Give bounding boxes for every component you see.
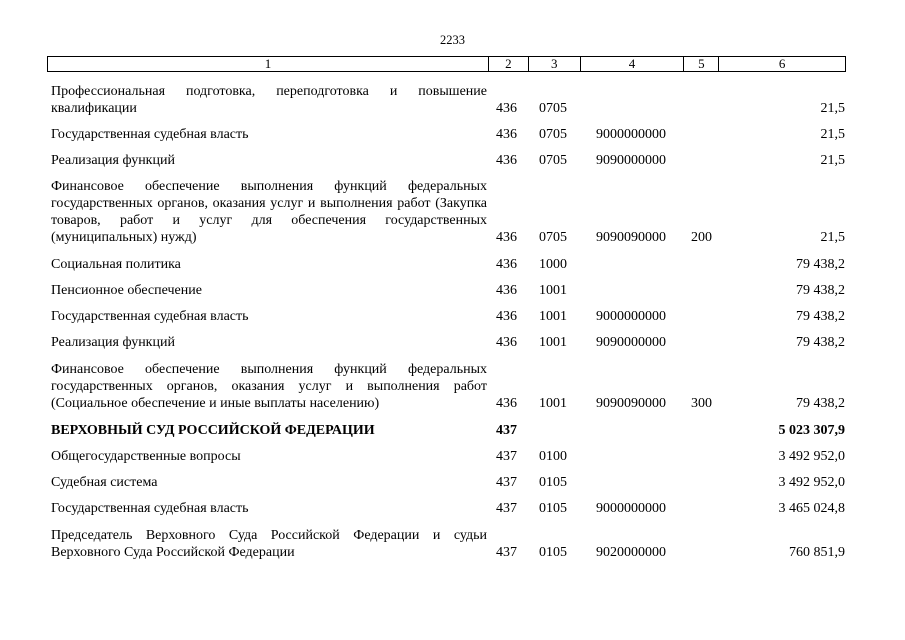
table-header xyxy=(47,56,846,72)
row-col-6: 21,5 xyxy=(820,101,845,116)
table-row xyxy=(0,334,905,351)
row-col-4: 9090000000 xyxy=(596,335,666,350)
row-col-6: 3 465 024,8 xyxy=(778,501,845,516)
table-row xyxy=(0,474,905,491)
row-col-6: 21,5 xyxy=(820,153,845,168)
row-col-2: 437 xyxy=(496,449,517,464)
row-name: Государственная судебная власть xyxy=(51,501,249,516)
table-row xyxy=(0,256,905,273)
row-col-6: 21,5 xyxy=(820,127,845,142)
row-col-3: 0100 xyxy=(539,449,567,464)
header-col-6: 6 xyxy=(778,56,786,71)
row-col-4: 9020000000 xyxy=(596,545,666,560)
row-col-3: 1001 xyxy=(539,396,567,411)
table-row xyxy=(0,178,905,246)
row-col-5: 300 xyxy=(691,396,712,411)
row-col-3: 0105 xyxy=(539,501,567,516)
table-row xyxy=(0,527,905,561)
row-col-2: 436 xyxy=(496,101,517,116)
row-col-2: 437 xyxy=(496,501,517,516)
row-col-3: 1000 xyxy=(539,257,567,272)
row-name: Финансовое обеспечение выполнения функций федеральных государственных органов, оказания услуг и выполнения работ (Социальное обеспечение и иные выплаты населению) xyxy=(51,362,487,411)
row-col-2: 436 xyxy=(496,127,517,142)
row-col-6: 79 438,2 xyxy=(796,309,845,324)
table-row xyxy=(0,152,905,169)
header-col-1: 1 xyxy=(48,57,489,71)
table-row xyxy=(0,83,905,117)
header-col-5: 5 xyxy=(684,57,719,71)
table-row-section xyxy=(0,422,905,439)
row-col-3: 0705 xyxy=(539,101,567,116)
row-col-4: 9090000000 xyxy=(596,153,666,168)
row-col-4: 9090090000 xyxy=(596,396,666,411)
row-col-2: 436 xyxy=(496,283,517,298)
row-name: Реализация функций xyxy=(51,335,175,350)
row-col-3: 0705 xyxy=(539,230,567,245)
row-col-6: 79 438,2 xyxy=(796,396,845,411)
row-name: Общегосударственные вопросы xyxy=(51,449,241,464)
row-col-6: 21,5 xyxy=(820,230,845,245)
row-col-2: 436 xyxy=(496,230,517,245)
row-name: Финансовое обеспечение выполнения функций федеральных государственных органов, оказания услуг и выполнения работ (Закупка товаров, работ и услуг для обеспечения государственных (муниципальных) нужд) xyxy=(51,179,487,245)
row-col-4: 9000000000 xyxy=(596,501,666,516)
row-col-3: 0705 xyxy=(539,127,567,142)
row-col-6: 5 023 307,9 xyxy=(778,423,845,438)
row-col-4: 9000000000 xyxy=(596,127,666,142)
row-col-3: 0705 xyxy=(539,153,567,168)
row-name: ВЕРХОВНЫЙ СУД РОССИЙСКОЙ ФЕДЕРАЦИИ xyxy=(51,423,375,438)
header-col-4: 4 xyxy=(581,57,685,71)
row-col-2: 437 xyxy=(496,475,517,490)
header-col-2: 2 xyxy=(489,57,529,71)
row-col-4: 9000000000 xyxy=(596,309,666,324)
row-name: Государственная судебная власть xyxy=(51,309,249,324)
row-name: Судебная система xyxy=(51,475,158,490)
row-col-3: 1001 xyxy=(539,335,567,350)
row-col-6: 79 438,2 xyxy=(796,283,845,298)
row-name: Реализация функций xyxy=(51,153,175,168)
row-name: Председатель Верховного Суда Российской Федерации и судьи Верховного Суда Российской Федерации xyxy=(51,528,487,560)
row-col-2: 437 xyxy=(496,545,517,560)
row-col-4: 9090090000 xyxy=(596,230,666,245)
row-col-2: 436 xyxy=(496,309,517,324)
row-col-2: 436 xyxy=(496,257,517,272)
row-col-3: 0105 xyxy=(539,545,567,560)
row-col-3: 1001 xyxy=(539,283,567,298)
row-name: Социальная политика xyxy=(51,257,181,272)
row-col-3: 1001 xyxy=(539,309,567,324)
row-name: Пенсионное обеспечение xyxy=(51,283,202,298)
table-row xyxy=(0,361,905,412)
page-number: 2233 xyxy=(440,33,465,47)
table-row xyxy=(0,126,905,143)
header-col-3: 3 xyxy=(529,57,581,71)
table-row xyxy=(0,308,905,325)
row-col-6: 760 851,9 xyxy=(789,545,845,560)
table-row xyxy=(0,282,905,299)
row-col-2: 436 xyxy=(496,335,517,350)
row-col-6: 79 438,2 xyxy=(796,335,845,350)
row-col-6: 79 438,2 xyxy=(796,257,845,272)
row-name: Государственная судебная власть xyxy=(51,127,249,142)
row-name: Профессиональная подготовка, переподготовка и повышение квалификации xyxy=(51,84,487,116)
row-col-6: 3 492 952,0 xyxy=(778,449,845,464)
row-col-2: 436 xyxy=(496,153,517,168)
table-row xyxy=(0,500,905,517)
row-col-2: 436 xyxy=(496,396,517,411)
row-col-5: 200 xyxy=(691,230,712,245)
row-col-6: 3 492 952,0 xyxy=(778,475,845,490)
row-col-2: 437 xyxy=(496,423,517,438)
table-row xyxy=(0,448,905,465)
row-col-3: 0105 xyxy=(539,475,567,490)
